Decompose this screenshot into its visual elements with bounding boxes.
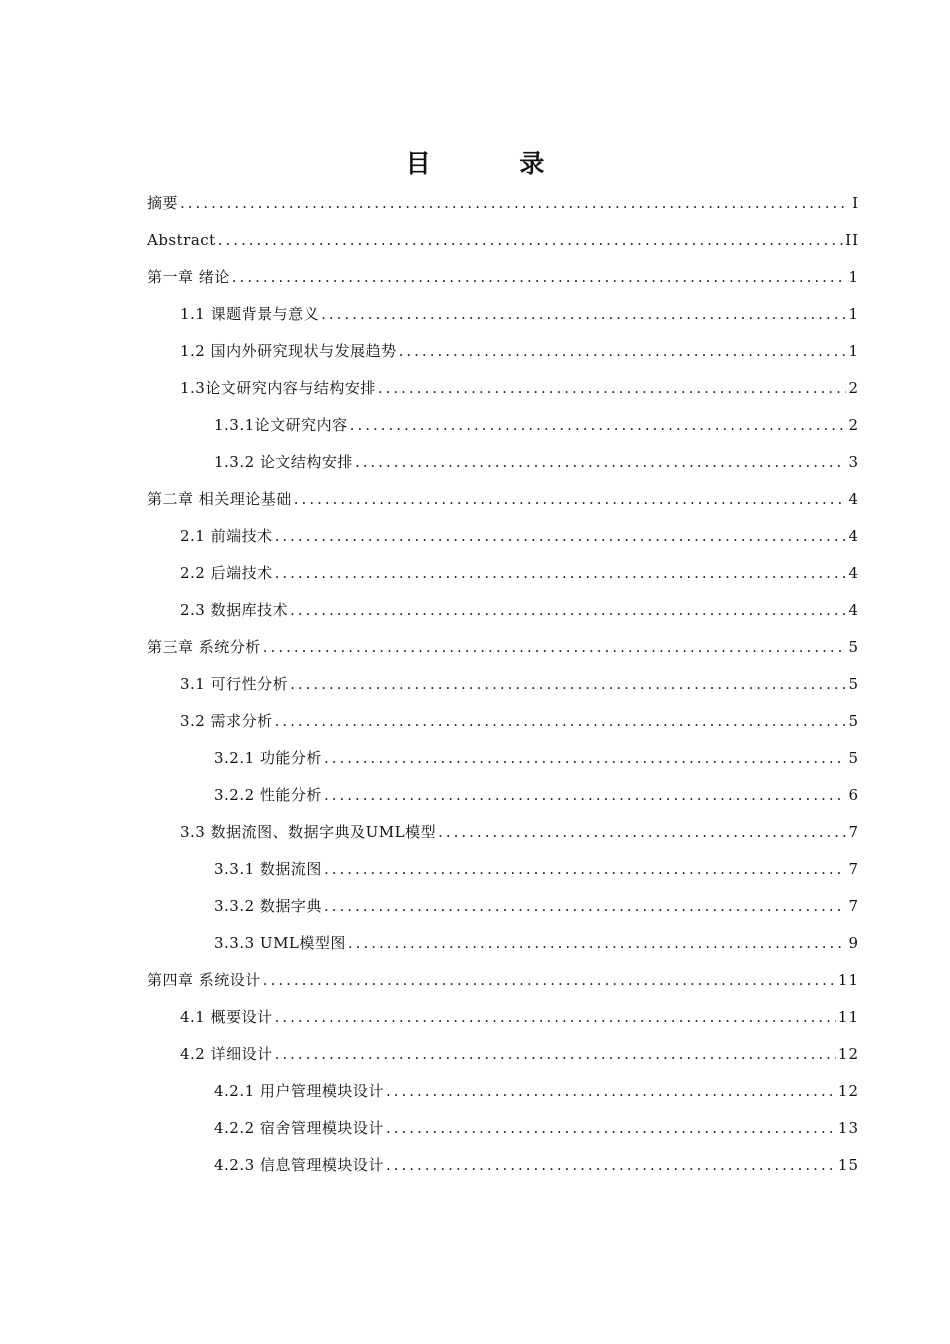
toc-entry[interactable]: [180, 1039, 859, 1069]
toc-entry-page-number: 4: [848, 527, 859, 545]
toc-entry[interactable]: [147, 262, 859, 292]
toc-dot-leader: [290, 595, 846, 625]
toc-entry[interactable]: [180, 521, 859, 551]
toc-dot-leader: [324, 891, 847, 921]
toc-entry-page-number: 13: [837, 1119, 859, 1137]
toc-dot-leader: [180, 188, 847, 218]
toc-entry[interactable]: [180, 558, 859, 588]
toc-entry-title: 4.1 概要设计: [180, 1008, 273, 1026]
toc-entry[interactable]: [214, 410, 859, 440]
toc-entry-page-number: 2: [848, 416, 859, 434]
toc-dot-leader: [275, 1039, 836, 1069]
toc-entry-title: 4.2 详细设计: [180, 1045, 273, 1063]
toc-entry[interactable]: [214, 1150, 859, 1180]
toc-entry-title: 4.2.2 宿舍管理模块设计: [214, 1119, 384, 1137]
toc-entry-page-number: 4: [848, 490, 859, 508]
toc-entry[interactable]: [180, 817, 859, 847]
toc-dot-leader: [275, 558, 847, 588]
toc-entry-title: 2.3 数据库技术: [180, 601, 289, 619]
toc-entry-title: 1.3.1论文研究内容: [214, 416, 348, 434]
toc-entry-title: 1.3论文研究内容与结构安排: [180, 379, 376, 397]
toc-dot-leader: [378, 373, 847, 403]
toc-entry[interactable]: [180, 299, 859, 329]
toc-dot-leader: [438, 817, 846, 847]
toc-entry[interactable]: [147, 484, 859, 514]
toc-dot-leader: [275, 521, 847, 551]
toc-entry[interactable]: [214, 854, 859, 884]
toc-entry-title: 3.3.3 UML模型图: [214, 934, 346, 952]
toc-entry-page-number: 1: [848, 305, 859, 323]
toc-entry-page-number: II: [845, 231, 859, 249]
toc-entry[interactable]: [147, 188, 859, 218]
toc-entry[interactable]: [214, 447, 859, 477]
toc-entry-page-number: I: [852, 194, 859, 212]
toc-entry[interactable]: [214, 743, 859, 773]
toc-entry[interactable]: [214, 1076, 859, 1106]
toc-dot-leader: [324, 743, 847, 773]
toc-entry-title: Abstract: [147, 231, 216, 249]
toc-dot-leader: [294, 484, 847, 514]
toc-entry-page-number: 12: [837, 1045, 859, 1063]
toc-entry-page-number: 5: [848, 712, 859, 730]
toc-entry-page-number: 11: [837, 971, 859, 989]
toc-entry-title: 摘要: [147, 194, 179, 212]
toc-entry[interactable]: [214, 891, 859, 921]
toc-entry-title: 2.1 前端技术: [180, 527, 273, 545]
toc-entry[interactable]: [214, 780, 859, 810]
toc-entry[interactable]: [180, 1002, 859, 1032]
toc-dot-leader: [355, 447, 847, 477]
toc-dot-leader: [350, 410, 847, 440]
toc-entry-page-number: 1: [848, 342, 859, 360]
toc-entry-title: 3.2.2 性能分析: [214, 786, 322, 804]
toc-entry[interactable]: [147, 225, 859, 255]
toc-entry-page-number: 1: [848, 268, 859, 286]
toc-entry-page-number: 5: [848, 749, 859, 767]
toc-entry-page-number: 15: [837, 1156, 859, 1174]
toc-entry[interactable]: [147, 965, 859, 995]
toc-dot-leader: [399, 336, 847, 366]
toc-dot-leader: [275, 706, 847, 736]
toc-dot-leader: [386, 1150, 836, 1180]
toc-entry-page-number: 7: [848, 860, 859, 878]
toc-entry[interactable]: [180, 706, 859, 736]
toc-entry-title: 第四章 系统设计: [147, 971, 261, 989]
toc-entry-title: 1.1 课题背景与意义: [180, 305, 320, 323]
toc-entry-title: 3.2 需求分析: [180, 712, 273, 730]
toc-dot-leader: [263, 632, 847, 662]
toc-dot-leader: [321, 299, 846, 329]
toc-dot-leader: [218, 225, 843, 255]
toc-entry-title: 2.2 后端技术: [180, 564, 273, 582]
toc-entry-title: 1.2 国内外研究现状与发展趋势: [180, 342, 397, 360]
toc-entry-page-number: 5: [848, 638, 859, 656]
toc-entry-page-number: 3: [848, 453, 859, 471]
toc-entry[interactable]: [180, 669, 859, 699]
toc-entry-page-number: 11: [837, 1008, 859, 1026]
toc-dot-leader: [263, 965, 836, 995]
toc-entry-page-number: 5: [848, 675, 859, 693]
toc-entry[interactable]: [180, 595, 859, 625]
toc-dot-leader: [324, 854, 847, 884]
toc-dot-leader: [348, 928, 847, 958]
toc-entry-title: 第一章 绪论: [147, 268, 230, 286]
toc-dot-leader: [386, 1113, 836, 1143]
toc-entry-title: 3.3 数据流图、数据字典及UML模型: [180, 823, 437, 841]
toc-entry-page-number: 12: [837, 1082, 859, 1100]
toc-entry-title: 第二章 相关理论基础: [147, 490, 292, 508]
toc-entry[interactable]: [180, 336, 859, 366]
toc-entry[interactable]: [214, 928, 859, 958]
toc-entry-page-number: 4: [848, 564, 859, 582]
toc-entry-page-number: 4: [848, 601, 859, 619]
toc-dot-leader: [232, 262, 847, 292]
toc-entry-title: 3.3.2 数据字典: [214, 897, 322, 915]
toc-dot-leader: [386, 1076, 836, 1106]
toc-dot-leader: [275, 1002, 836, 1032]
toc-entry[interactable]: [147, 632, 859, 662]
toc-entry-title: 3.2.1 功能分析: [214, 749, 322, 767]
toc-entry-page-number: 2: [848, 379, 859, 397]
toc-entry-page-number: 7: [848, 823, 859, 841]
page-title: 目 录: [405, 149, 585, 178]
toc-entry-title: 第三章 系统分析: [147, 638, 261, 656]
toc-dot-leader: [324, 780, 847, 810]
toc-entry-title: 4.2.3 信息管理模块设计: [214, 1156, 384, 1174]
toc-entry-title: 3.1 可行性分析: [180, 675, 289, 693]
toc-entry-title: 1.3.2 论文结构安排: [214, 453, 353, 471]
toc-entry-page-number: 7: [848, 897, 859, 915]
toc-entry[interactable]: [214, 1113, 859, 1143]
toc-entry-page-number: 6: [848, 786, 859, 804]
toc-entry[interactable]: [180, 373, 859, 403]
toc-dot-leader: [290, 669, 846, 699]
toc-entry-title: 3.3.1 数据流图: [214, 860, 322, 878]
toc-entry-page-number: 9: [848, 934, 859, 952]
toc-entry-title: 4.2.1 用户管理模块设计: [214, 1082, 384, 1100]
